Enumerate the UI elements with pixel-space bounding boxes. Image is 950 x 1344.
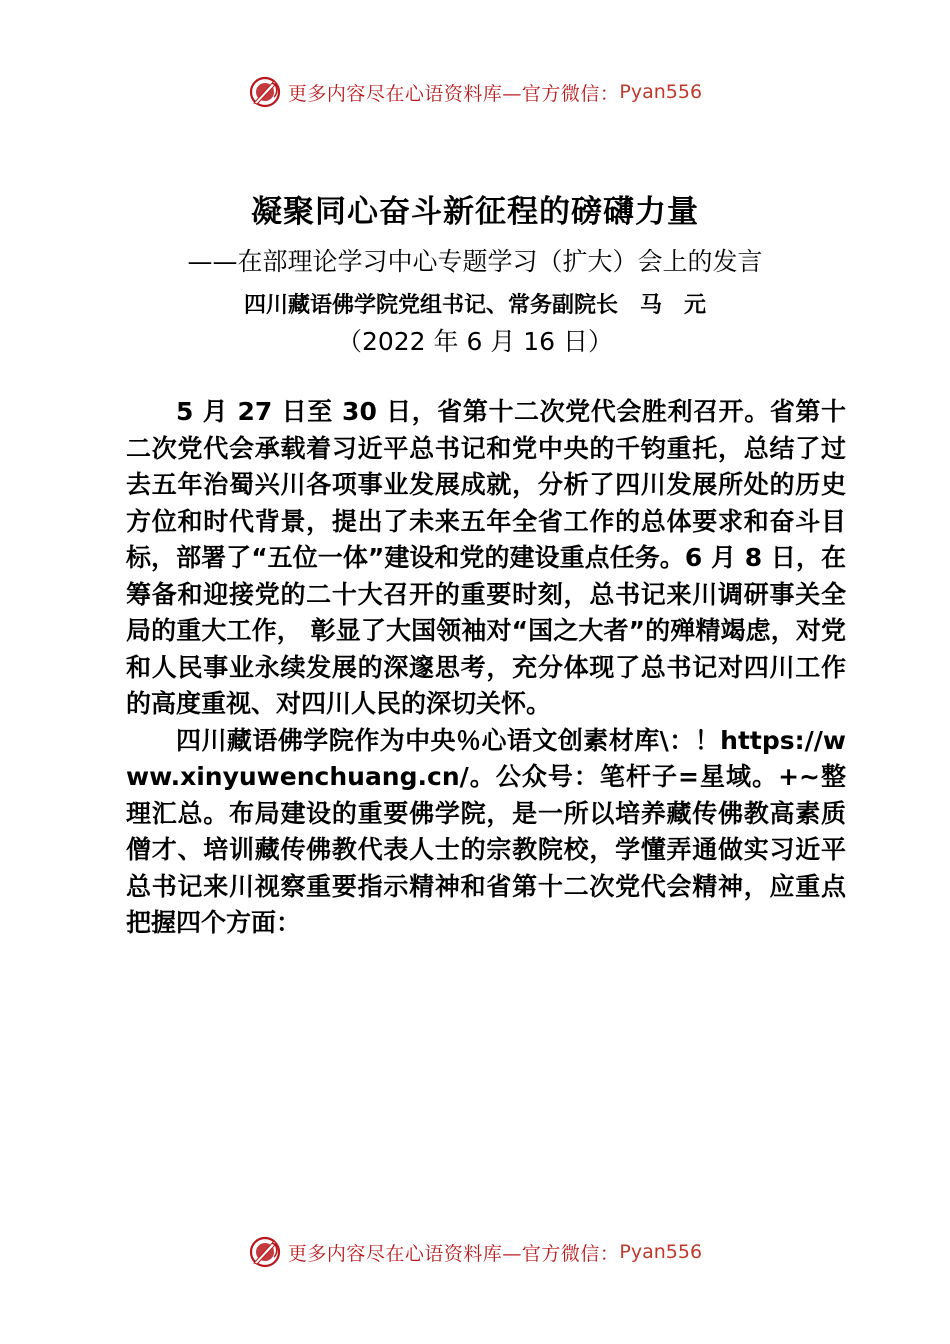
document-subtitle: ——在部理论学习中心专题学习（扩大）会上的发言 <box>187 247 763 276</box>
document-body <box>126 394 846 942</box>
footer-banner-text: 更多内容尽在心语资料库—官方微信： <box>287 1242 620 1265</box>
header-banner-text: 更多内容尽在心语资料库—官方微信： <box>287 82 620 105</box>
document-title: 凝聚同心奋斗新征程的磅礴力量 <box>251 194 699 230</box>
quill-seal-logo-icon <box>248 1235 282 1269</box>
document-date: （2022 年 6 月 16 日） <box>336 327 614 356</box>
quill-seal-logo-icon <box>248 75 282 109</box>
footer-banner-account: Pyan556 <box>619 1241 703 1263</box>
header-banner-account: Pyan556 <box>619 81 703 103</box>
document-author: 四川藏语佛学院党组书记、常务副院长 马 元 <box>243 293 706 318</box>
body-paragraph-1: 5 月 27 日至 30 日，省第十二次党代会胜利召开。省第十二次党代会承载着习近平总书记和党中央的千钧重托，总结了过去五年治蜀兴川各项事业发展成就，分析了四川发展所处的历史方位和时代背景，提出了未来五年全省工作的总体要求和奋斗目标，部署了“五位一体”建设和党的建设重点任务。6 月 8 日，在筹备和迎接党的二十大召开的重要时刻，总书记来川调研事关全局的重大工作， 彰显了大国领袖对“国之大者”的殚精竭虑，对党和人民事业永续发展的深邃思考，充分体现了总书记对四川工作的高度重视、对四川人民的深切关怀。 <box>126 397 846 718</box>
footer-banner <box>0 1230 950 1274</box>
body-paragraph-2: 四川藏语佛学院作为中央％心语文创素材库\：！https://www.xinyuwenchuang.cn/。公众号：笔杆子=星域。+~整理汇总。布局建设的重要佛学院，是一所以培养藏传佛教高素质僧才、培训藏传佛教代表人士的宗教院校，学懂弄通做实习近平总书记来川视察重要指示精神和省第十二次党代会精神，应重点把握四个方面： <box>126 725 846 937</box>
header-banner <box>0 70 950 114</box>
